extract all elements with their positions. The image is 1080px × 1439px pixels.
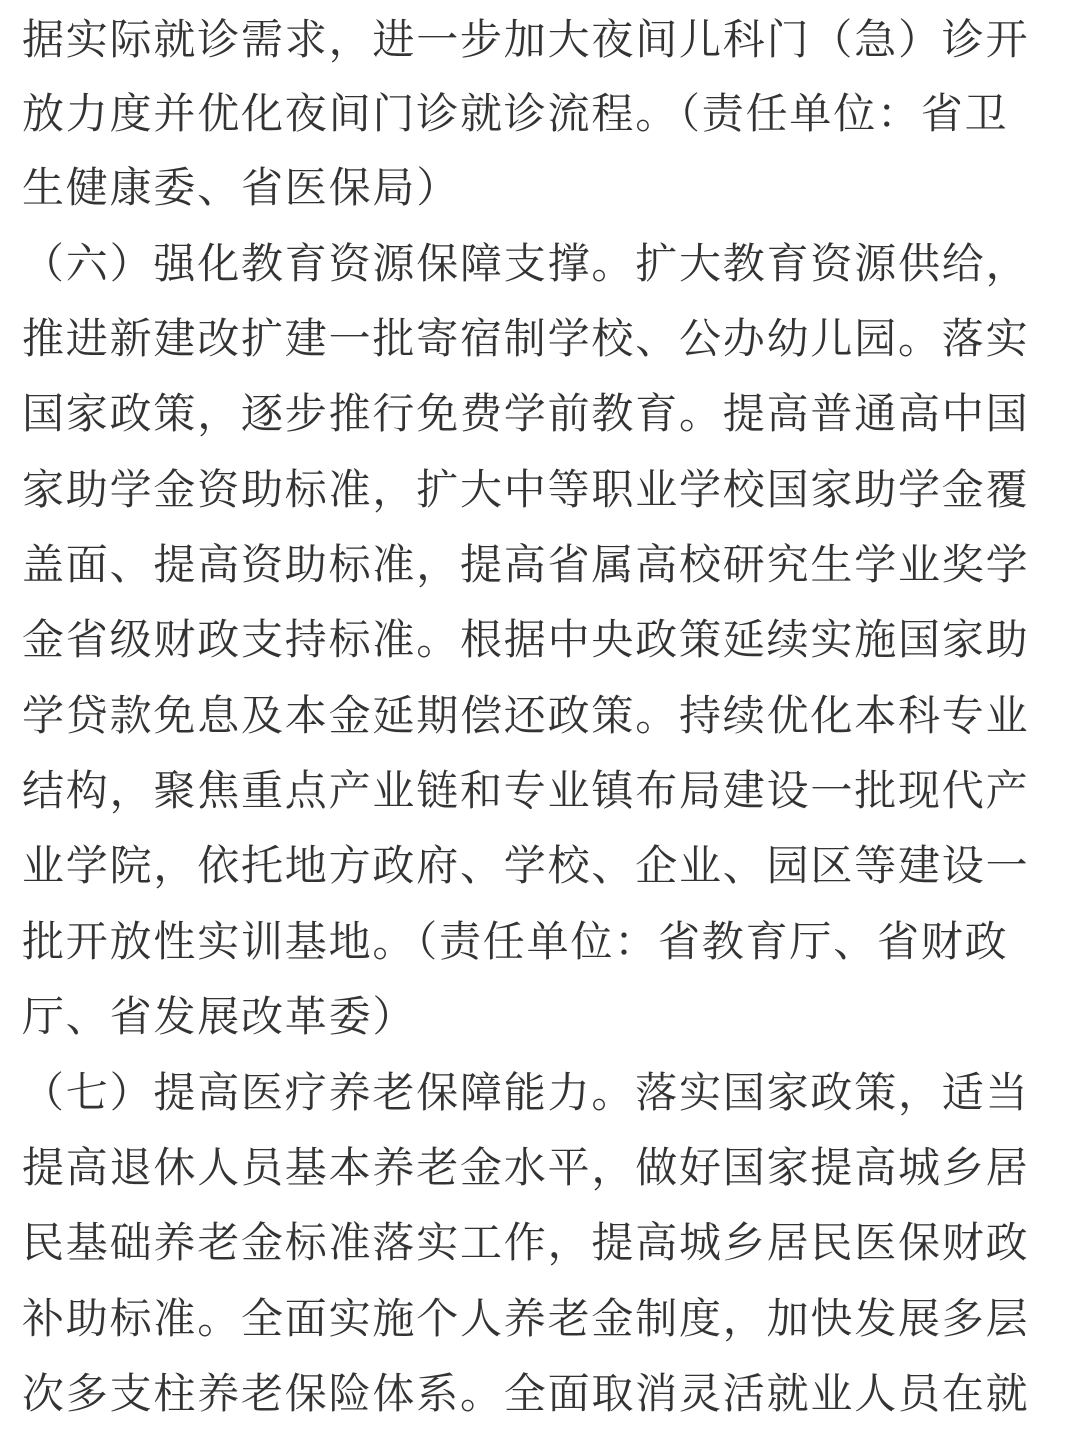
text-line: 补助标准。全面实施个人养老金制度，加快发展多层 [22,1294,1030,1343]
text-line: 业学院，依托地方政府、学校、企业、园区等建设一 [22,841,1030,890]
text-line: 盖面、提高资助标准，提高省属高校研究生学业奖学 [22,540,1030,589]
text-line: 民基础养老金标准落实工作，提高城乡居民医保财政 [22,1218,1030,1267]
text-line: 放力度并优化夜间门诊就诊流程。（责任单位：省卫 [22,89,1009,138]
text-line: 学贷款免息及本金延期偿还政策。持续优化本科专业 [22,691,1030,740]
text-line: 据实际就诊需求，进一步加大夜间儿科门（急）诊开 [22,15,1030,64]
text-line: 家助学金资助标准，扩大中等职业学校国家助学金覆 [22,465,1030,514]
text-line: （六）强化教育资源保障支撑。扩大教育资源供给， [22,239,1030,288]
text-line: 厅、省发展改革委） [22,992,417,1041]
text-line: 提高退休人员基本养老金水平，做好国家提高城乡居 [22,1143,1030,1192]
text-line: 批开放性实训基地。（责任单位：省教育厅、省财政 [22,917,1009,966]
text-line: 生健康委、省医保局） [22,163,461,212]
text-line: 推进新建改扩建一批寄宿制学校、公办幼儿园。落实 [22,314,1030,363]
text-line: 金省级财政支持标准。根据中央政策延续实施国家助 [22,615,1030,664]
text-line: （七）提高医疗养老保障能力。落实国家政策，适当 [22,1068,1030,1117]
text-line: 国家政策，逐步推行免费学前教育。提高普通高中国 [22,389,1030,438]
text-line: 结构，聚焦重点产业链和专业镇布局建设一批现代产 [22,766,1030,815]
text-line: 次多支柱养老保险体系。全面取消灵活就业人员在就 [22,1369,1030,1418]
